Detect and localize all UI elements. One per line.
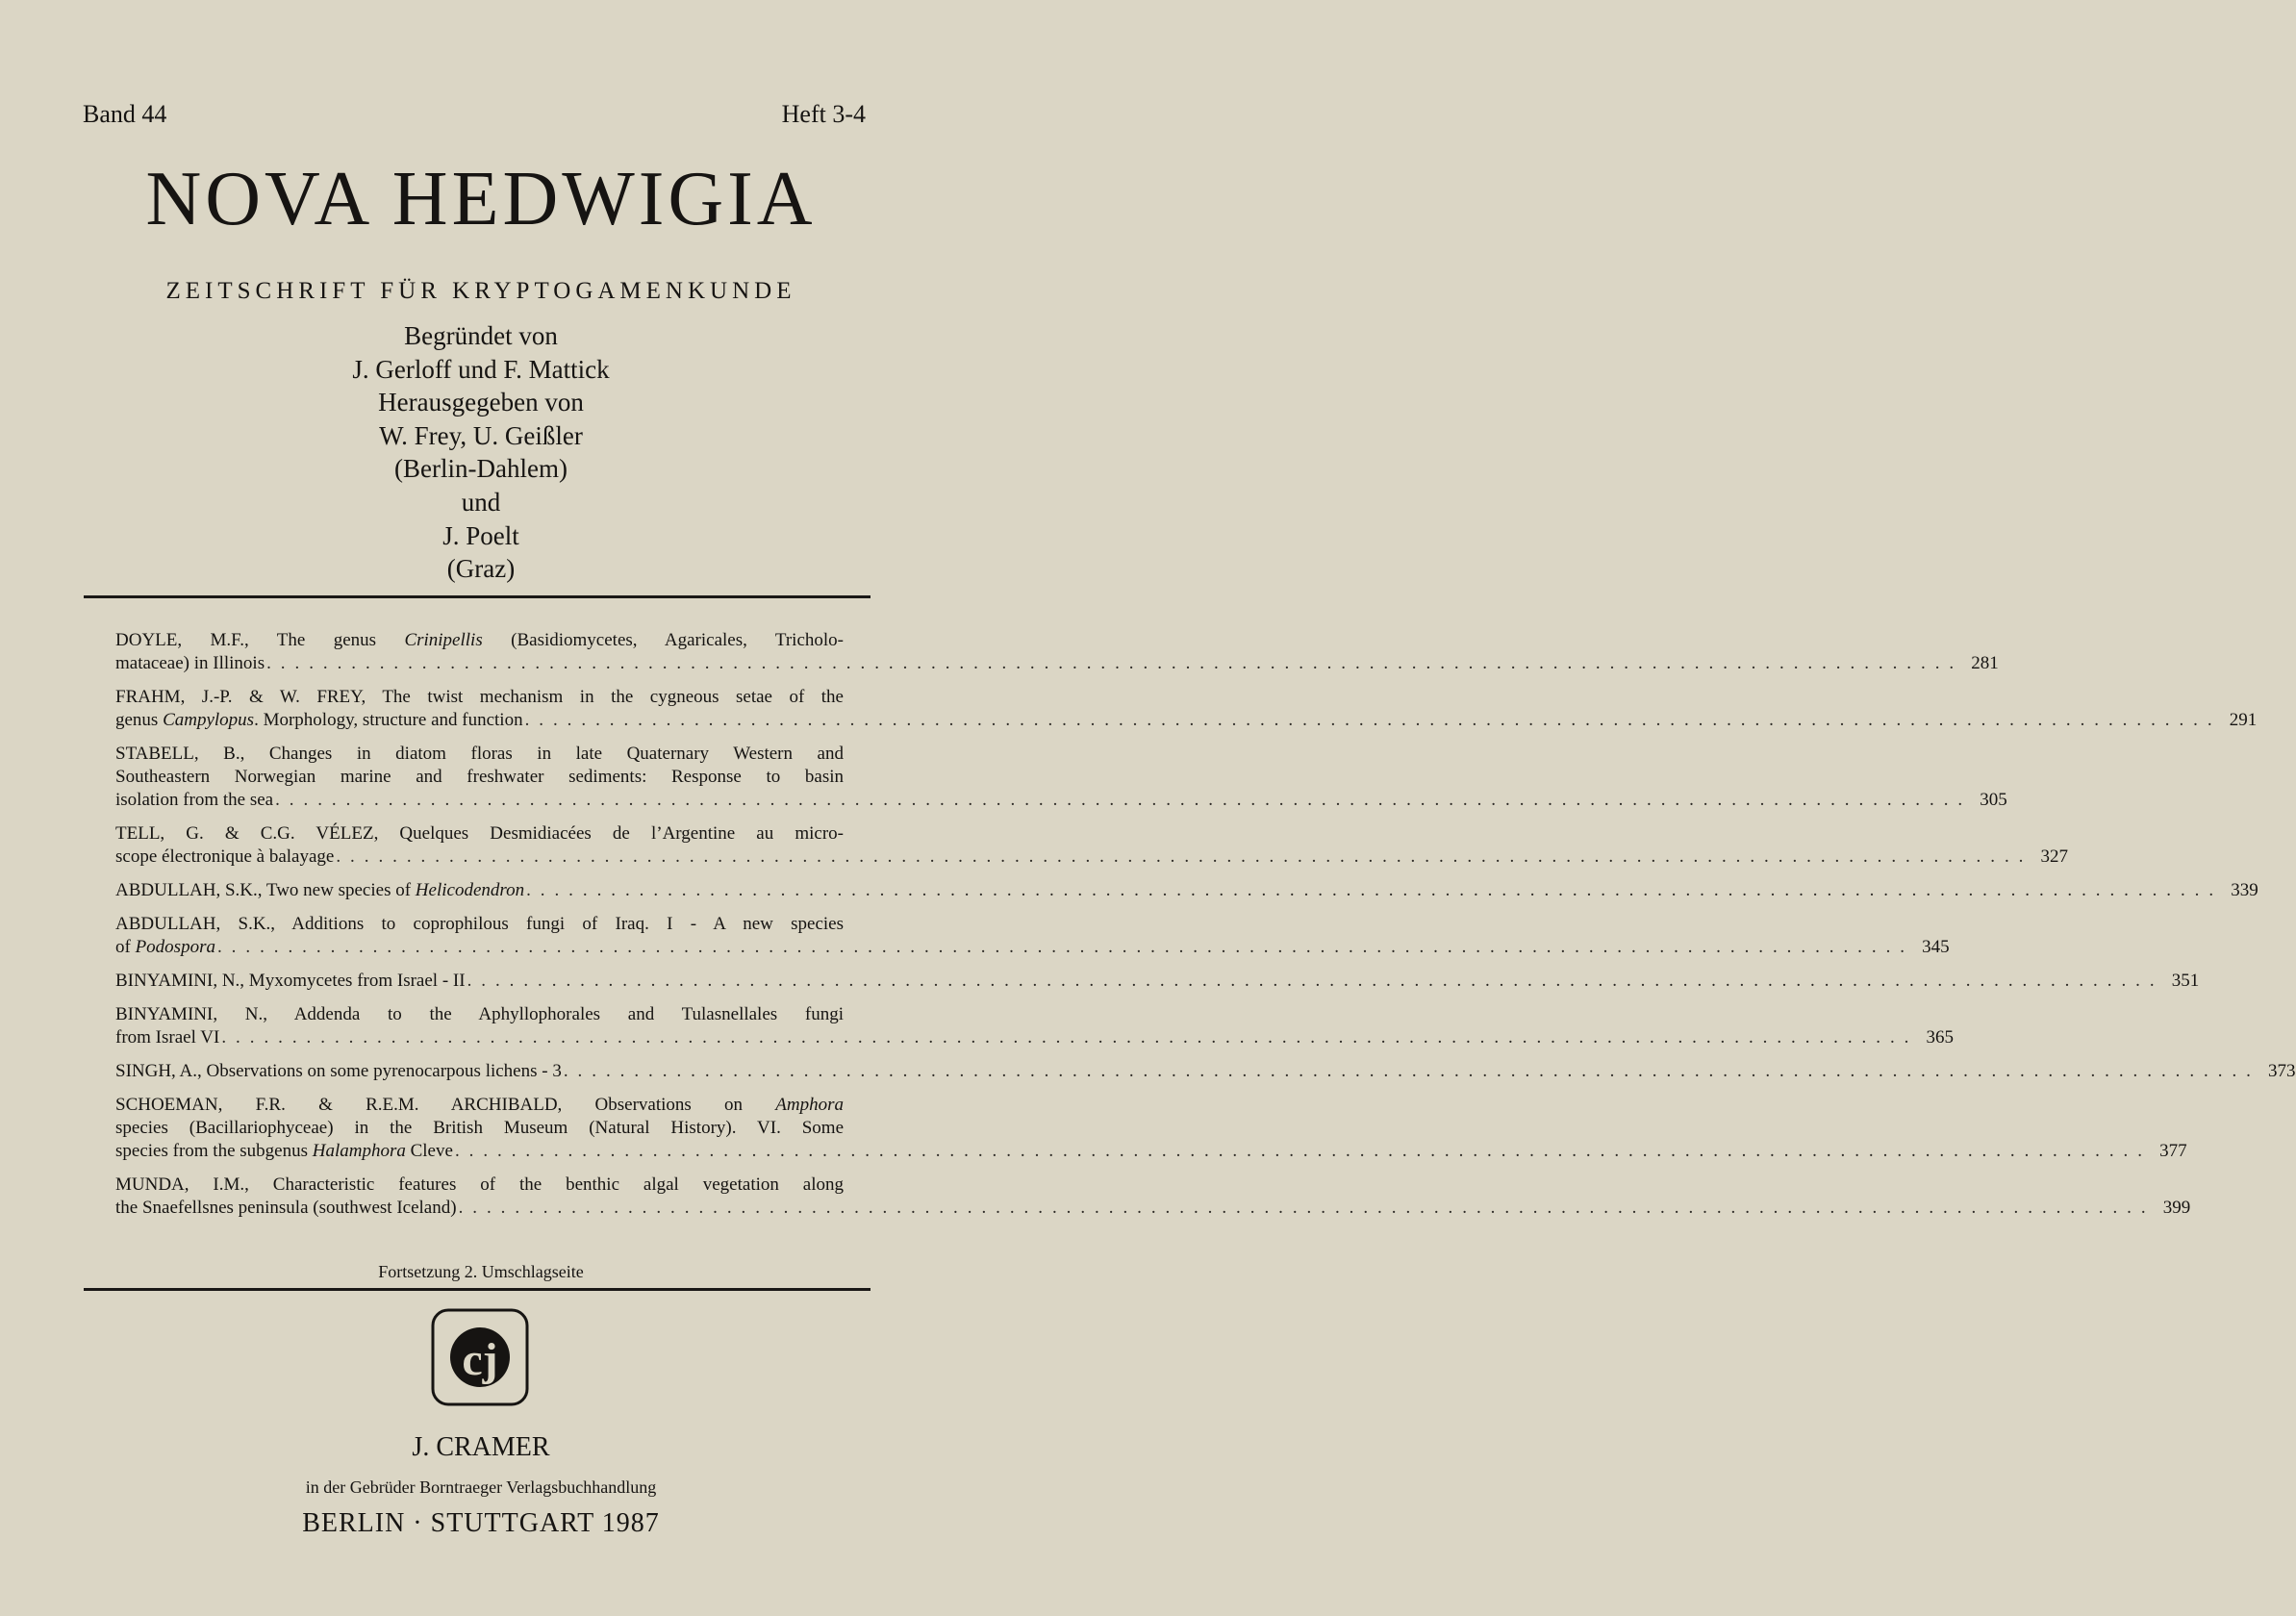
toc-text: Southeastern Norwegian marine and freshwater sediments: Response to basin <box>115 767 844 787</box>
toc-entry-last-line <box>115 652 1999 675</box>
toc-text: species from the subgenus <box>115 1141 313 1161</box>
issue-label: Heft 3-4 <box>781 100 866 128</box>
toc-entry-last-line <box>115 1026 1954 1049</box>
toc-page-number: 345 <box>1922 937 1950 957</box>
toc-last-line-text <box>115 652 265 675</box>
toc-text: STABELL, B., Changes in diatom floras in late Quaternary Western and <box>115 744 844 764</box>
logo-letters: cj <box>462 1334 498 1385</box>
toc-text: TELL, G. & C.G. VÉLEZ, Quelques Desmidiacées de l’Argentine au micro- <box>115 823 844 844</box>
dot-leader: . . . . . . . . . . . . . . . . . . . . . . . . . . . . . . . . . . . . . . . . . . . . . . . . . . . . . . . . . . . . . . . . . . . . . . . . . . . . . . . . . . . . . . . . . . . . . . . . . . . . . . . . . . . . . . . . . . . . . . . . <box>458 1198 2149 1218</box>
toc-text: (Basidiomycetes, Agaricales, Tricholo- <box>482 630 844 650</box>
toc-entry <box>115 1060 2296 1083</box>
toc-text: FRAHM, J.-P. & W. FREY, The twist mechanism in the cygneous setae of the <box>115 687 844 707</box>
toc-entry-line <box>115 629 844 652</box>
toc-last-line-text <box>115 789 273 812</box>
toc-italic-text: Crinipellis <box>404 630 483 650</box>
toc-entry-last-line <box>115 846 2069 869</box>
toc-italic-text: Halamphora <box>312 1141 406 1161</box>
dot-leader: . . . . . . . . . . . . . . . . . . . . . . . . . . . . . . . . . . . . . . . . . . . . . . . . . . . . . . . . . . . . . . . . . . . . . . . . . . . . . . . . . . . . . . . . . . . . . . . . . . . . . . . . . . . . . . . . . . . . . . . . <box>467 971 2157 991</box>
toc-text: DOYLE, M.F., The genus <box>115 630 405 650</box>
toc-entry-last-line <box>115 1197 2191 1220</box>
toc-page-number: 399 <box>2162 1198 2191 1218</box>
toc-entry <box>115 743 2007 812</box>
and-label: und <box>461 487 501 517</box>
toc-text: ABDULLAH, S.K., Additions to coprophilous fungi of Iraq. I - A new species <box>115 914 844 934</box>
toc-entry-line <box>115 913 844 936</box>
volume-issue-row <box>83 100 866 129</box>
toc-entry-last-line <box>115 936 1950 959</box>
toc-text: MUNDA, I.M., Characteristic features of the benthic algal vegetation along <box>115 1174 844 1195</box>
toc-last-line-text <box>115 1140 453 1163</box>
toc-page-number: 373 <box>2268 1061 2296 1081</box>
toc-entry-line <box>115 1003 844 1026</box>
top-divider <box>84 595 870 598</box>
journal-subtitle: ZEITSCHRIFT FÜR KRYPTOGAMENKUNDE <box>165 278 796 304</box>
toc-entry-last-line <box>115 970 2200 993</box>
toc-entry-last-line <box>115 1060 2296 1083</box>
founded-label: Begründet von <box>404 321 558 350</box>
dot-leader: . . . . . . . . . . . . . . . . . . . . . . . . . . . . . . . . . . . . . . . . . . . . . . . . . . . . . . . . . . . . . . . . . . . . . . . . . . . . . . . . . . . . . . . . . . . . . . . . . . . . . . . . . . . . . . . . . . . . . . . . <box>221 1027 1911 1048</box>
dot-leader: . . . . . . . . . . . . . . . . . . . . . . . . . . . . . . . . . . . . . . . . . . . . . . . . . . . . . . . . . . . . . . . . . . . . . . . . . . . . . . . . . . . . . . . . . . . . . . . . . . . . . . . . . . . . . . . . . . . . . . . . <box>563 1061 2254 1081</box>
toc-text: genus <box>115 710 164 730</box>
publisher-imprint: in der Gebrüder Borntraeger Verlagsbuchhandlung <box>305 1477 657 1497</box>
cj-publisher-logo-icon <box>430 1307 530 1407</box>
toc-entry <box>115 629 1999 675</box>
toc-last-line-text <box>115 1060 562 1083</box>
toc-entry-line <box>115 766 844 789</box>
toc-page-number: 327 <box>2040 846 2069 867</box>
toc-text: BINYAMINI, N., Myxomycetes from Israel - II <box>115 971 466 991</box>
toc-entry <box>115 1174 2191 1220</box>
bottom-divider <box>84 1288 870 1291</box>
toc-entry-line <box>115 1174 844 1197</box>
toc-last-line-text <box>115 1026 219 1049</box>
toc-page-number: 281 <box>1971 653 1999 673</box>
toc-text: of <box>115 937 136 957</box>
journal-title: NOVA HEDWIGIA <box>145 157 817 241</box>
editor-graz: J. Poelt <box>442 520 519 550</box>
toc-page-number: 351 <box>2171 971 2200 991</box>
toc-entry-last-line <box>115 709 2258 732</box>
toc-entry-last-line <box>115 789 2007 812</box>
toc-page-number: 377 <box>2159 1141 2187 1161</box>
toc-last-line-text <box>115 1197 457 1220</box>
dot-leader: . . . . . . . . . . . . . . . . . . . . . . . . . . . . . . . . . . . . . . . . . . . . . . . . . . . . . . . . . . . . . . . . . . . . . . . . . . . . . . . . . . . . . . . . . . . . . . . . . . . . . . . . . . . . . . . . . . . . . . . . <box>526 880 2216 900</box>
toc-entry <box>115 970 2200 993</box>
toc-text: isolation from the sea <box>115 790 274 810</box>
volume-label: Band 44 <box>83 100 167 128</box>
toc-entry <box>115 913 1950 959</box>
toc-text: from Israel VI <box>115 1027 220 1048</box>
toc-entry <box>115 1094 2187 1163</box>
dot-leader: . . . . . . . . . . . . . . . . . . . . . . . . . . . . . . . . . . . . . . . . . . . . . . . . . . . . . . . . . . . . . . . . . . . . . . . . . . . . . . . . . . . . . . . . . . . . . . . . . . . . . . . . . . . . . . . . . . . . . . . . <box>336 846 2027 867</box>
toc-entry-last-line <box>115 1140 2187 1163</box>
dot-leader: . . . . . . . . . . . . . . . . . . . . . . . . . . . . . . . . . . . . . . . . . . . . . . . . . . . . . . . . . . . . . . . . . . . . . . . . . . . . . . . . . . . . . . . . . . . . . . . . . . . . . . . . . . . . . . . . . . . . . . . . <box>216 937 1907 957</box>
toc-italic-text: Helicodendron <box>415 880 525 900</box>
toc-text: . Morphology, structure and function <box>254 710 523 730</box>
toc-text: Cleve <box>405 1141 453 1161</box>
publisher-name: J. CRAMER <box>412 1432 550 1462</box>
toc-text: mataceae) in Illinois <box>115 653 265 673</box>
editors-berlin-place: (Berlin-Dahlem) <box>394 454 568 484</box>
founders: J. Gerloff und F. Mattick <box>352 354 610 384</box>
toc-entry <box>115 686 2258 732</box>
toc-entry-line <box>115 743 844 766</box>
toc-last-line-text <box>115 936 215 959</box>
toc-last-line-text <box>115 709 523 732</box>
toc-last-line-text <box>115 970 466 993</box>
toc-text: the Snaefellsnes peninsula (southwest Iceland) <box>115 1198 457 1218</box>
toc-text: scope électronique à balayage <box>115 846 335 867</box>
toc-page-number: 365 <box>1926 1027 1954 1048</box>
toc-text: ABDULLAH, S.K., Two new species of <box>115 880 416 900</box>
toc-page-number: 339 <box>2231 880 2258 900</box>
toc-text: SCHOEMAN, F.R. & R.E.M. ARCHIBALD, Observations on <box>115 1095 776 1115</box>
toc-entry <box>115 1003 1954 1049</box>
toc-entry-line <box>115 686 844 709</box>
toc-entry-last-line <box>115 879 2258 902</box>
toc-italic-text: Podospora <box>135 937 215 957</box>
table-of-contents <box>115 629 2296 1230</box>
toc-page-number: 291 <box>2229 710 2258 730</box>
toc-text: SINGH, A., Observations on some pyrenocarpous lichens - 3 <box>115 1061 562 1081</box>
toc-italic-text: Amphora <box>775 1095 844 1115</box>
toc-last-line-text <box>115 846 334 869</box>
toc-entry-line <box>115 1117 844 1140</box>
toc-last-line-text <box>115 879 524 902</box>
toc-text: BINYAMINI, N., Addenda to the Aphyllophorales and Tulasnellales fungi <box>115 1004 844 1024</box>
toc-page-number: 305 <box>1980 790 2007 810</box>
toc-text: species (Bacillariophyceae) in the British Museum (Natural History). VI. Some <box>115 1118 844 1138</box>
toc-entry <box>115 879 2258 902</box>
publisher-city-year: BERLIN · STUTTGART 1987 <box>302 1508 660 1538</box>
toc-italic-text: Campylopus <box>163 710 255 730</box>
toc-entry-line <box>115 822 844 846</box>
editor-graz-place: (Graz) <box>446 554 516 584</box>
editorial-block <box>0 319 962 586</box>
toc-entry <box>115 822 2069 869</box>
editors-berlin: W. Frey, U. Geißler <box>379 420 583 450</box>
edited-label: Herausgegeben von <box>378 388 584 417</box>
dot-leader: . . . . . . . . . . . . . . . . . . . . . . . . . . . . . . . . . . . . . . . . . . . . . . . . . . . . . . . . . . . . . . . . . . . . . . . . . . . . . . . . . . . . . . . . . . . . . . . . . . . . . . . . . . . . . . . . . . . . . . . . <box>266 653 1956 673</box>
dot-leader: . . . . . . . . . . . . . . . . . . . . . . . . . . . . . . . . . . . . . . . . . . . . . . . . . . . . . . . . . . . . . . . . . . . . . . . . . . . . . . . . . . . . . . . . . . . . . . . . . . . . . . . . . . . . . . . . . . . . . . . . <box>454 1141 2145 1161</box>
dot-leader: . . . . . . . . . . . . . . . . . . . . . . . . . . . . . . . . . . . . . . . . . . . . . . . . . . . . . . . . . . . . . . . . . . . . . . . . . . . . . . . . . . . . . . . . . . . . . . . . . . . . . . . . . . . . . . . . . . . . . . . . <box>275 790 1965 810</box>
continuation-note: Fortsetzung 2. Umschlagseite <box>378 1262 584 1281</box>
toc-entry-line <box>115 1094 844 1117</box>
dot-leader: . . . . . . . . . . . . . . . . . . . . . . . . . . . . . . . . . . . . . . . . . . . . . . . . . . . . . . . . . . . . . . . . . . . . . . . . . . . . . . . . . . . . . . . . . . . . . . . . . . . . . . . . . . . . . . . . . . . . . . . . <box>524 710 2215 730</box>
